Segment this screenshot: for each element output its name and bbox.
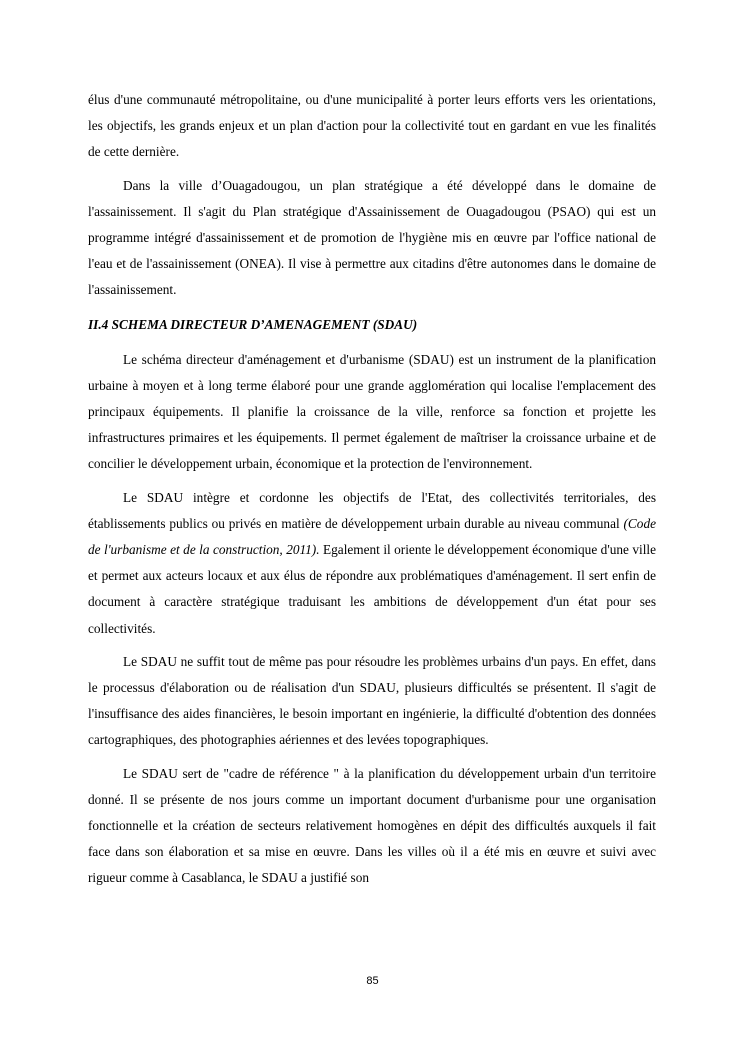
citation: (Code de l'urbanisme et de la construction, 2011). bbox=[88, 515, 656, 558]
section-heading: II.4 SCHEMA DIRECTEUR D’AMENAGEMENT (SDAU) bbox=[88, 316, 418, 332]
paragraph-psao: Dans la ville d’Ouagadougou, un plan stratégique a été développé dans le domaine de l'assainissement. Il s'agit du Plan stratégique d'Assainissement de Ouagadougou (PSAO) qui est un programme intégré d'assainissement et de promotion de l'hygiène mis en œuvre par l'office national de l'eau et de l'assainissement (ONEA). Il vise à permettre aux citadins d'être autonomes dans le domaine de l'assainissement. bbox=[88, 177, 656, 298]
paragraph-sdau-definition: Le schéma directeur d'aménagement et d'urbanisme (SDAU) est un instrument de la planification urbaine à moyen et à long terme élaboré pour une grande agglomération qui localise l'emplacement des principaux équipements. Il planifie la croissance de la ville, renforce sa fonction et projette les infrastructures primaires et les équipements. Il permet également de maîtriser la croissance urbaine et de concilier le développement urbain, économique et la protection de l'environnement. bbox=[88, 351, 656, 472]
paragraph-sdau-framework: Le SDAU sert de "cadre de référence " à la planification du développement urbain d'un territoire donné. Il se présente de nos jours comme un important document d'urbanisme pour une organisation fonctionnelle et la création de secteurs relativement homogènes en dépit des difficultés auxquels il fait face dans son élaboration et sa mise en œuvre. Dans les villes où il a été mis en œuvre et suivi avec rigueur comme à Casablanca, le SDAU a justifié son bbox=[88, 765, 656, 886]
integration-text-after-citation: Egalement il oriente le développement économique d'une ville et permet aux acteurs locaux et aux élus de répondre aux problématiques d'aménagement. Il sert enfin de document à caractère stratégique traduisant les ambitions de développement d'un état pour ses collectivités. bbox=[88, 542, 656, 636]
paragraph-intro: élus d'une communauté métropolitaine, ou d'une municipalité à porter leurs efforts vers les orientations, les objectifs, les grands enjeux et un plan d'action pour la collectivité tout en gardant en vue les finalités de cette dernière. bbox=[88, 92, 656, 160]
paragraph-sdau-difficulties: Le SDAU ne suffit tout de même pas pour résoudre les problèmes urbains d'un pays. En effet, dans le processus d'élaboration ou de réalisation d'un SDAU, plusieurs difficultés se présentent. Il s'agit de l'insuffisance des aides financières, le besoin important en ingénierie, la difficulté d'obtention des données cartographiques, des photographies aériennes et des levées topographiques. bbox=[88, 653, 656, 748]
integration-text-before-citation: Le SDAU intègre et cordonne les objectifs de l'Etat, des collectivités territoriales, des établissements publics ou privés en matière de développement urbain durable au niveau communal bbox=[88, 489, 656, 531]
page-number: 85 bbox=[366, 975, 379, 987]
document-page bbox=[88, 87, 656, 892]
paragraph-sdau-integration bbox=[88, 485, 656, 642]
